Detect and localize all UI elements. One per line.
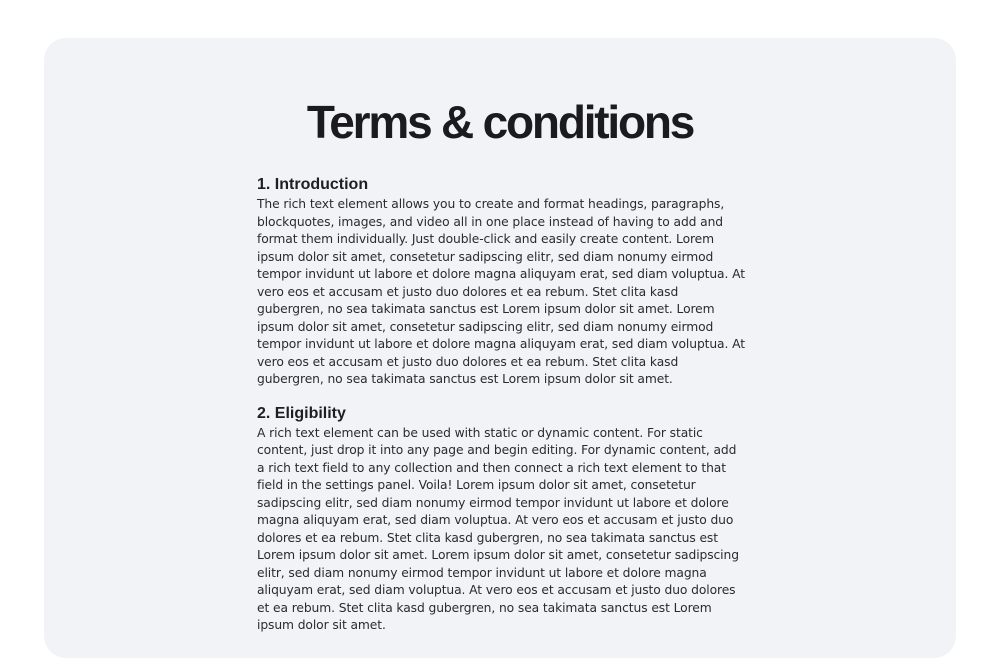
section-heading: 1. Introduction bbox=[257, 176, 369, 193]
section-body: The rich text element allows you to create and format headings, paragraphs, blockquotes, images, and video all in one place instead of having to add and format them individually. Just double-click and easily create content. Lorem ipsum dolor sit amet, consetetur sadipscing elitr, sed diam nonumy eirmod tempor invidunt ut labore et dolore magna aliquyam erat, sed diam voluptua. At vero eos et accusam et justo duo dolores et ea rebum. Stet clita kasd gubergren, no sea takimata sanctus est Lorem ipsum dolor sit amet. Lorem ipsum dolor sit amet, consetetur sadipscing elitr, sed diam nonumy eirmod tempor invidunt ut labore et dolore magna aliquyam erat, sed diam voluptua. At vero eos et accusam et justo duo dolores et ea rebum. Stet clita kasd gubergren, no sea takimata sanctus est Lorem ipsum dolor sit amet. bbox=[257, 197, 745, 386]
section-heading: 2. Eligibility bbox=[257, 404, 346, 422]
section-body: A rich text element can be used with static or dynamic content. For static content, just drop it into any page and begin editing. For dynamic content, add a rich text field to any collection and then connect a rich text element to that field in the settings panel. Voila! Lorem ipsum dolor sit amet, consetetur sadipscing elitr, sed diam nonumy eirmod tempor invidunt ut labore et dolore magna aliquyam erat, sed diam voluptua. At vero eos et accusam et justo duo dolores et ea rebum. Stet clita kasd gubergren, no sea takimata sanctus est Lorem ipsum dolor sit amet. Lorem ipsum dolor sit amet, consetetur sadipscing elitr, sed diam nonumy eirmod tempor invidunt ut labore et dolore magna aliquyam erat, sed diam voluptua. At vero eos et accusam et justo duo dolores et ea rebum. Stet clita kasd gubergren, no sea takimata sanctus est Lorem ipsum dolor sit amet. bbox=[257, 425, 739, 632]
page-title: Terms & conditions bbox=[306, 96, 694, 148]
section-eligibility bbox=[257, 403, 745, 635]
section-introduction bbox=[257, 174, 745, 389]
terms-content bbox=[257, 174, 745, 649]
